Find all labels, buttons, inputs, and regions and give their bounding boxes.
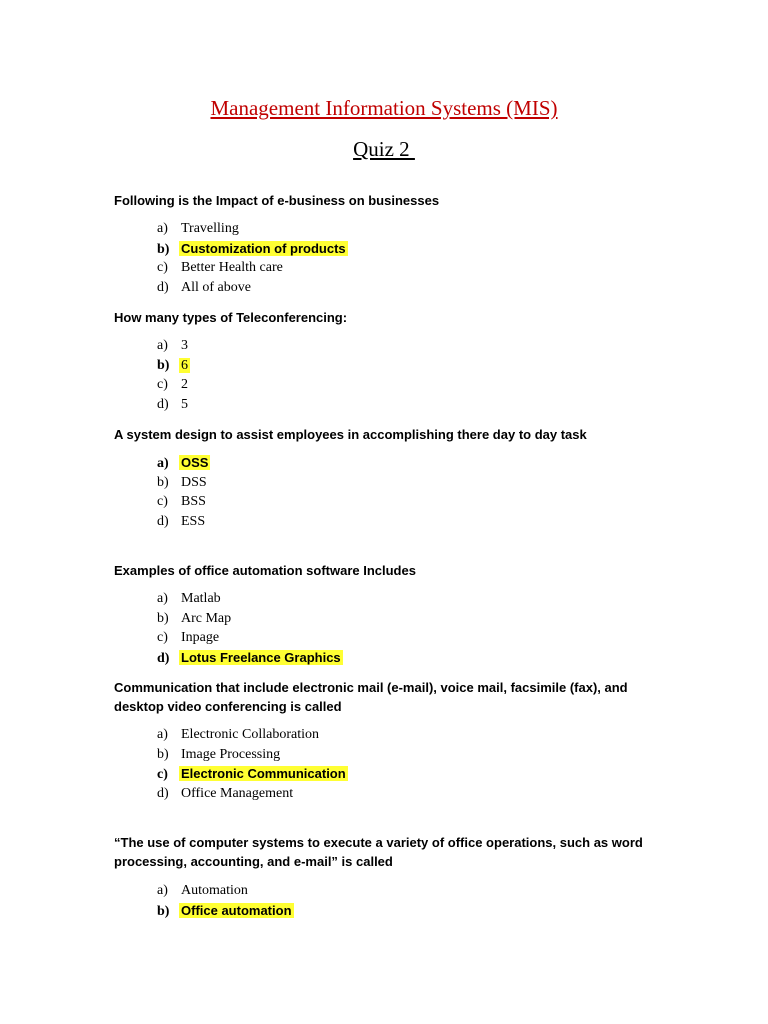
question-3-options	[157, 453, 210, 531]
question-3: A system design to assist employees in accomplishing there day to day task	[114, 427, 587, 442]
option-3c: c) BSS	[157, 494, 206, 509]
question-5: Communication that include electronic mail (e-mail), voice mail, facsimile (fax), and desktop video conferencing is called	[114, 680, 628, 714]
question-6-options	[157, 881, 294, 920]
answer-highlight: Lotus Freelance Graphics	[181, 649, 341, 665]
option-1d: d) All of above	[157, 279, 251, 295]
question-5-options	[157, 725, 348, 803]
option-3d: d) ESS	[157, 513, 206, 529]
option-3b: b) DSS	[157, 474, 207, 490]
option-6a: a) Automation	[157, 883, 248, 898]
option-5b: b) Image Processing	[157, 746, 281, 762]
option-1b-correct-answer: b) Customization of products	[157, 240, 346, 257]
option-4a: a) Matlab	[157, 591, 221, 606]
option-2a: a) 3	[157, 338, 188, 353]
question-1-options	[157, 219, 348, 297]
answer-highlight: Electronic Communication	[181, 766, 346, 781]
answer-highlight: 6	[181, 357, 188, 373]
option-1c: c) Better Health care	[157, 260, 283, 275]
option-4d-correct-answer: d) Lotus Freelance Graphics	[157, 649, 341, 666]
answer-highlight: OSS	[181, 455, 209, 470]
option-5d: d) Office Management	[157, 785, 294, 801]
option-1a: a) Travelling	[157, 221, 239, 236]
quiz-heading: Quiz 2	[353, 137, 415, 161]
option-2b-correct-answer: b) 6	[157, 357, 188, 373]
option-5c-correct-answer: c) Electronic Communication	[157, 766, 346, 782]
option-4b: b) Arc Map	[157, 610, 232, 626]
answer-highlight: Customization of products	[181, 240, 346, 256]
option-5a: a) Electronic Collaboration	[157, 727, 320, 742]
answer-highlight: Office automation	[181, 902, 292, 918]
option-2c: c) 2	[157, 377, 188, 392]
document-title: Management Information Systems (MIS)	[210, 96, 558, 120]
question-1: Following is the Impact of e-business on businesses	[114, 193, 440, 208]
option-4c: c) Inpage	[157, 630, 220, 645]
question-4: Examples of office automation software Includes	[114, 563, 416, 578]
question-2-options	[157, 336, 190, 414]
option-2d: d) 5	[157, 396, 188, 412]
option-6b-correct-answer: b) Office automation	[157, 902, 292, 919]
question-6: “The use of computer systems to execute a variety of office operations, such as word processing, accounting, and e-mail” is called	[114, 835, 643, 869]
question-2: How many types of Teleconferencing:	[114, 310, 348, 325]
option-3a-correct-answer: a) OSS	[157, 455, 209, 471]
question-4-options	[157, 589, 343, 667]
